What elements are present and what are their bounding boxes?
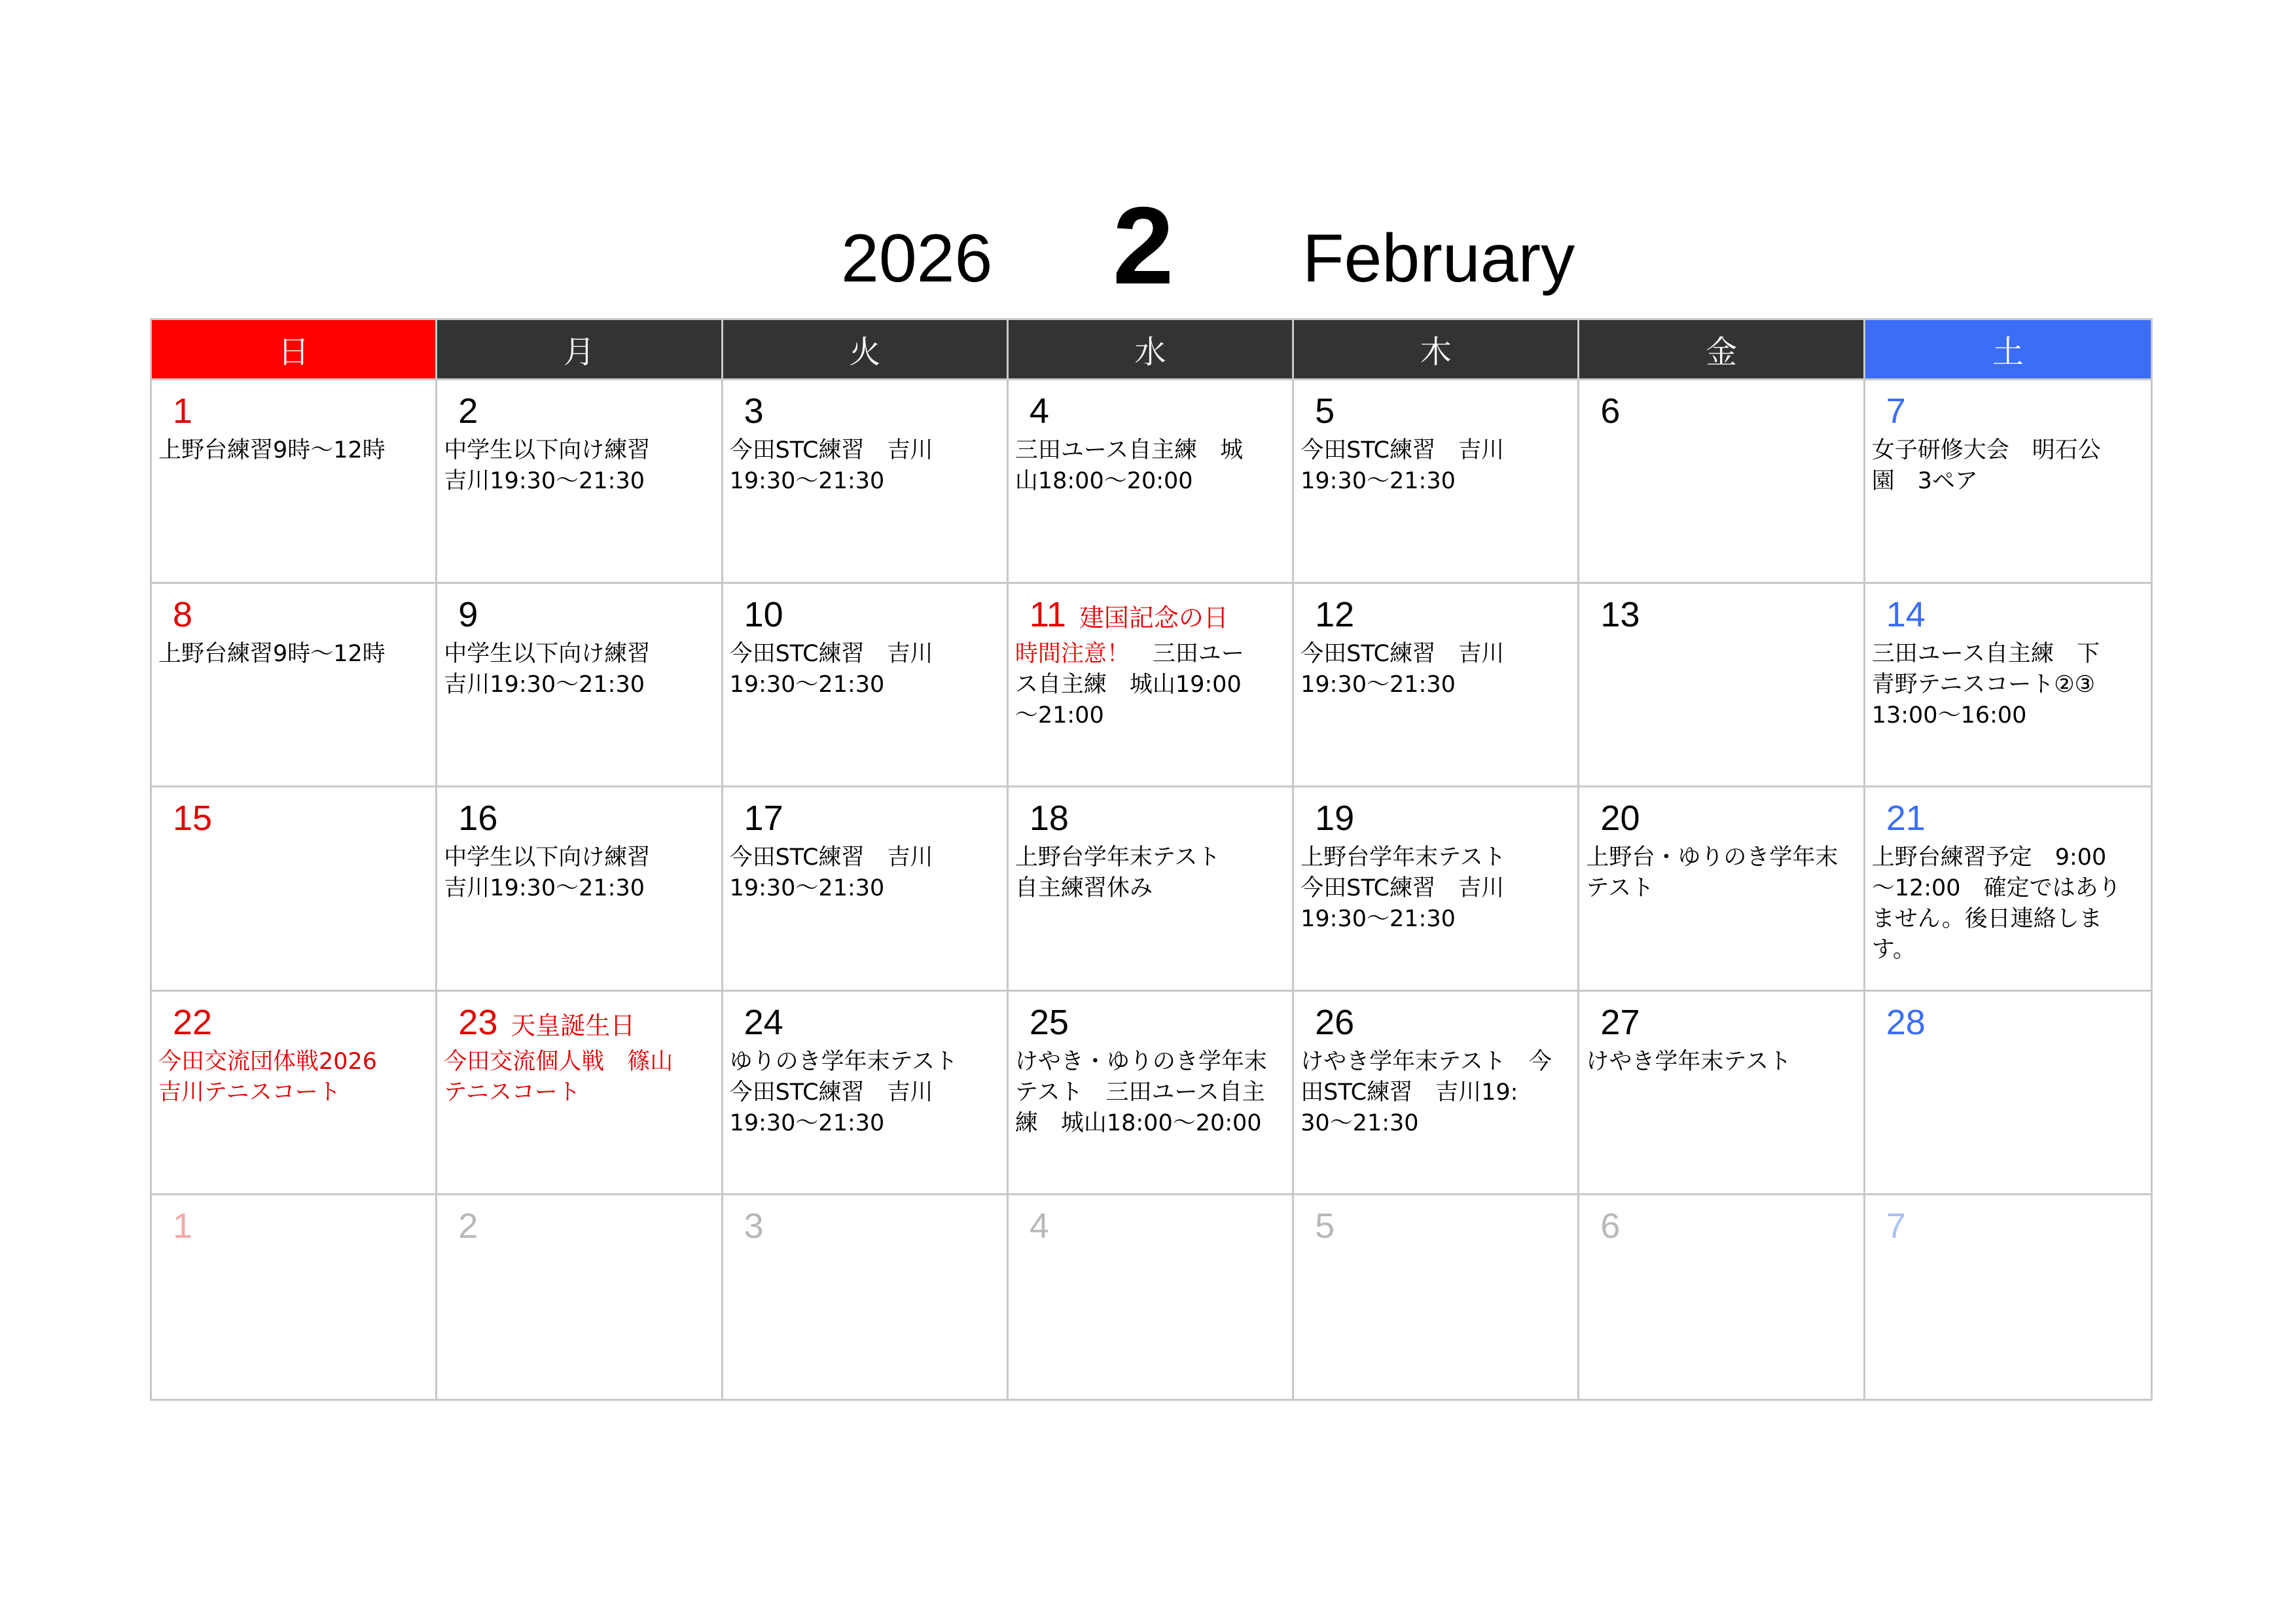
day-notes: 上野台練習9時～12時 — [158, 437, 386, 463]
day-cell[interactable] — [437, 787, 723, 991]
day-number: 14 — [1886, 595, 1926, 635]
day-notes: 中学生以下向け練習 吉川19:30～21:30 — [444, 437, 651, 494]
day-cell[interactable] — [1009, 992, 1294, 1195]
day-header — [1300, 1204, 1577, 1250]
day-cell[interactable] — [1865, 380, 2151, 584]
day-header — [1872, 389, 2151, 435]
day-number: 24 — [744, 1002, 783, 1042]
day-header — [1300, 389, 1577, 435]
day-cell[interactable] — [437, 584, 723, 787]
month-calendar-grid — [150, 318, 2153, 1401]
day-header — [1586, 389, 1863, 435]
day-cell[interactable] — [1009, 584, 1294, 787]
day-notes: 上野台・ゆりのき学年末 テスト — [1586, 844, 1839, 902]
calendar-title — [0, 177, 2296, 308]
day-header — [730, 1001, 1007, 1047]
day-number: 16 — [458, 799, 498, 839]
day-number: 3 — [744, 1206, 764, 1246]
day-cell[interactable] — [152, 1195, 437, 1399]
day-cell[interactable] — [723, 584, 1009, 787]
weekday-header-tuesday: 火 — [723, 320, 1009, 380]
day-cell[interactable] — [152, 992, 437, 1195]
day-header — [1015, 593, 1292, 639]
day-cell[interactable] — [723, 992, 1009, 1195]
title-month-number: 2 — [1113, 184, 1174, 307]
holiday-label: 建国記念の日 — [1079, 604, 1229, 633]
day-cell[interactable] — [1294, 584, 1579, 787]
day-number: 22 — [173, 1002, 213, 1042]
day-notes: 今田交流団体戦2026 吉川テニスコート — [158, 1048, 378, 1106]
weekday-header-wednesday: 水 — [1009, 320, 1294, 380]
day-number: 28 — [1886, 1002, 1926, 1042]
day-cell[interactable] — [1009, 1195, 1294, 1399]
day-header — [158, 389, 435, 435]
day-number: 7 — [1886, 391, 1906, 431]
day-cell[interactable] — [1579, 380, 1865, 584]
day-cell[interactable] — [1865, 992, 2151, 1195]
day-notes: 今田STC練習 吉川 19:30～21:30 — [1300, 437, 1505, 494]
day-notes: けやき学年末テスト 今 田STC練習 吉川19: 30～21:30 — [1300, 1048, 1552, 1136]
day-cell[interactable] — [437, 992, 723, 1195]
day-number: 26 — [1315, 1002, 1355, 1042]
day-notes: 今田STC練習 吉川 19:30～21:30 — [729, 437, 933, 494]
day-header — [730, 797, 1007, 842]
day-header — [158, 797, 435, 842]
day-number: 6 — [1600, 391, 1621, 431]
day-header — [1586, 797, 1863, 842]
day-cell[interactable] — [1579, 584, 1865, 787]
day-cell[interactable] — [152, 380, 437, 584]
day-notes: 上野台練習予定 9:00 ～12:00 確定ではあり ません。後日連絡しま す。 — [1871, 844, 2121, 964]
day-cell[interactable] — [1865, 584, 2151, 787]
day-cell[interactable] — [152, 584, 437, 787]
day-number: 3 — [744, 391, 764, 431]
day-cell[interactable] — [1294, 787, 1579, 991]
weekday-header-monday: 月 — [437, 320, 723, 380]
day-header — [1872, 797, 2151, 842]
day-header — [444, 1001, 721, 1047]
day-notes: けやき・ゆりのき学年末 テスト 三田ユース自主 練 城山18:00～20:00 — [1014, 1048, 1267, 1136]
day-number: 12 — [1315, 595, 1355, 635]
weekday-header-saturday: 土 — [1865, 320, 2151, 380]
day-header — [1586, 1204, 1863, 1250]
day-notes: 上野台学年末テスト 今田STC練習 吉川 19:30～21:30 — [1300, 844, 1506, 933]
day-cell[interactable] — [723, 1195, 1009, 1399]
day-notes: 時間注意！ 三田ユー ス自主練 城山19:00 ～21:00 — [1014, 641, 1244, 729]
day-cell[interactable] — [1294, 380, 1579, 584]
day-cell[interactable] — [1294, 1195, 1579, 1399]
day-number: 8 — [173, 595, 193, 635]
holiday-label: 天皇誕生日 — [511, 1011, 636, 1040]
day-header — [1872, 1204, 2151, 1250]
day-number: 15 — [173, 799, 213, 839]
day-number: 10 — [744, 595, 783, 635]
day-cell[interactable] — [437, 380, 723, 584]
day-header — [1872, 1001, 2151, 1047]
title-year: 2026 — [841, 221, 993, 297]
day-number: 5 — [1315, 1206, 1335, 1246]
day-header — [444, 593, 721, 639]
day-header — [730, 1204, 1007, 1250]
day-header — [444, 797, 721, 842]
day-cell[interactable] — [1009, 787, 1294, 991]
day-notes: 女子研修大会 明石公 園 3ペア — [1871, 437, 2101, 494]
day-notes: 中学生以下向け練習 吉川19:30～21:30 — [444, 641, 651, 698]
day-header — [1300, 1001, 1577, 1047]
day-cell[interactable] — [1579, 1195, 1865, 1399]
day-notes: 今田交流個人戦 篠山 テニスコート — [444, 1048, 673, 1106]
day-number: 23 — [458, 1002, 498, 1042]
weekday-header-thursday: 木 — [1294, 320, 1579, 380]
day-header — [730, 593, 1007, 639]
day-cell[interactable] — [1865, 787, 2151, 991]
day-header — [1015, 1204, 1292, 1250]
day-cell[interactable] — [1009, 380, 1294, 584]
day-header — [158, 1204, 435, 1250]
day-notes: 上野台学年末テスト 自主練習休み — [1014, 844, 1221, 902]
day-cell[interactable] — [1294, 992, 1579, 1195]
day-number: 19 — [1315, 799, 1355, 839]
day-notes: 三田ユース自主練 城 山18:00～20:00 — [1014, 437, 1244, 494]
day-header — [1586, 1001, 1863, 1047]
day-number: 7 — [1886, 1206, 1906, 1246]
day-number: 21 — [1886, 799, 1926, 839]
day-number: 13 — [1600, 595, 1640, 635]
day-number: 25 — [1029, 1002, 1069, 1042]
day-number: 27 — [1600, 1002, 1640, 1042]
day-number: 5 — [1315, 391, 1335, 431]
day-header — [1015, 1001, 1292, 1047]
day-notes: 三田ユース自主練 下 青野テニスコート②③ 13:00～16:00 — [1871, 641, 2100, 729]
weekday-header-friday: 金 — [1579, 320, 1865, 380]
day-cell[interactable] — [1579, 992, 1865, 1195]
day-cell[interactable] — [723, 380, 1009, 584]
day-header — [444, 389, 721, 435]
day-number: 11 — [1029, 595, 1066, 635]
day-number: 1 — [173, 1206, 193, 1246]
day-notes: 今田STC練習 吉川 19:30～21:30 — [1300, 641, 1505, 698]
day-cell[interactable] — [1579, 787, 1865, 991]
weekday-header-sunday: 日 — [152, 320, 437, 380]
day-cell[interactable] — [723, 787, 1009, 991]
day-cell[interactable] — [1865, 1195, 2151, 1399]
day-header — [1872, 593, 2151, 639]
day-number: 4 — [1029, 1206, 1049, 1246]
day-header — [1015, 797, 1292, 842]
day-cell[interactable] — [152, 787, 437, 991]
day-number: 1 — [173, 391, 193, 431]
day-number: 17 — [744, 799, 783, 839]
day-number: 18 — [1029, 799, 1069, 839]
day-cell[interactable] — [437, 1195, 723, 1399]
day-notes: ゆりのき学年末テスト 今田STC練習 吉川 19:30～21:30 — [729, 1048, 958, 1136]
day-header — [158, 593, 435, 639]
day-number: 9 — [458, 595, 478, 635]
day-notes: 上野台練習9時～12時 — [158, 641, 386, 668]
day-number: 2 — [458, 391, 478, 431]
day-notes: 中学生以下向け練習 吉川19:30～21:30 — [444, 844, 651, 902]
day-number: 20 — [1600, 799, 1640, 839]
day-header — [444, 1204, 721, 1250]
day-notes: 今田STC練習 吉川 19:30～21:30 — [729, 844, 933, 902]
day-header — [1015, 389, 1292, 435]
day-header — [1586, 593, 1863, 639]
day-number: 2 — [458, 1206, 478, 1246]
day-header — [730, 389, 1007, 435]
day-header — [1300, 797, 1577, 842]
day-notes: けやき学年末テスト — [1586, 1048, 1792, 1075]
day-header — [158, 1001, 435, 1047]
day-number: 6 — [1600, 1206, 1621, 1246]
title-month-name: February — [1302, 221, 1575, 297]
day-header — [1300, 593, 1577, 639]
day-number: 4 — [1029, 391, 1049, 431]
day-notes: 今田STC練習 吉川 19:30～21:30 — [729, 641, 933, 698]
